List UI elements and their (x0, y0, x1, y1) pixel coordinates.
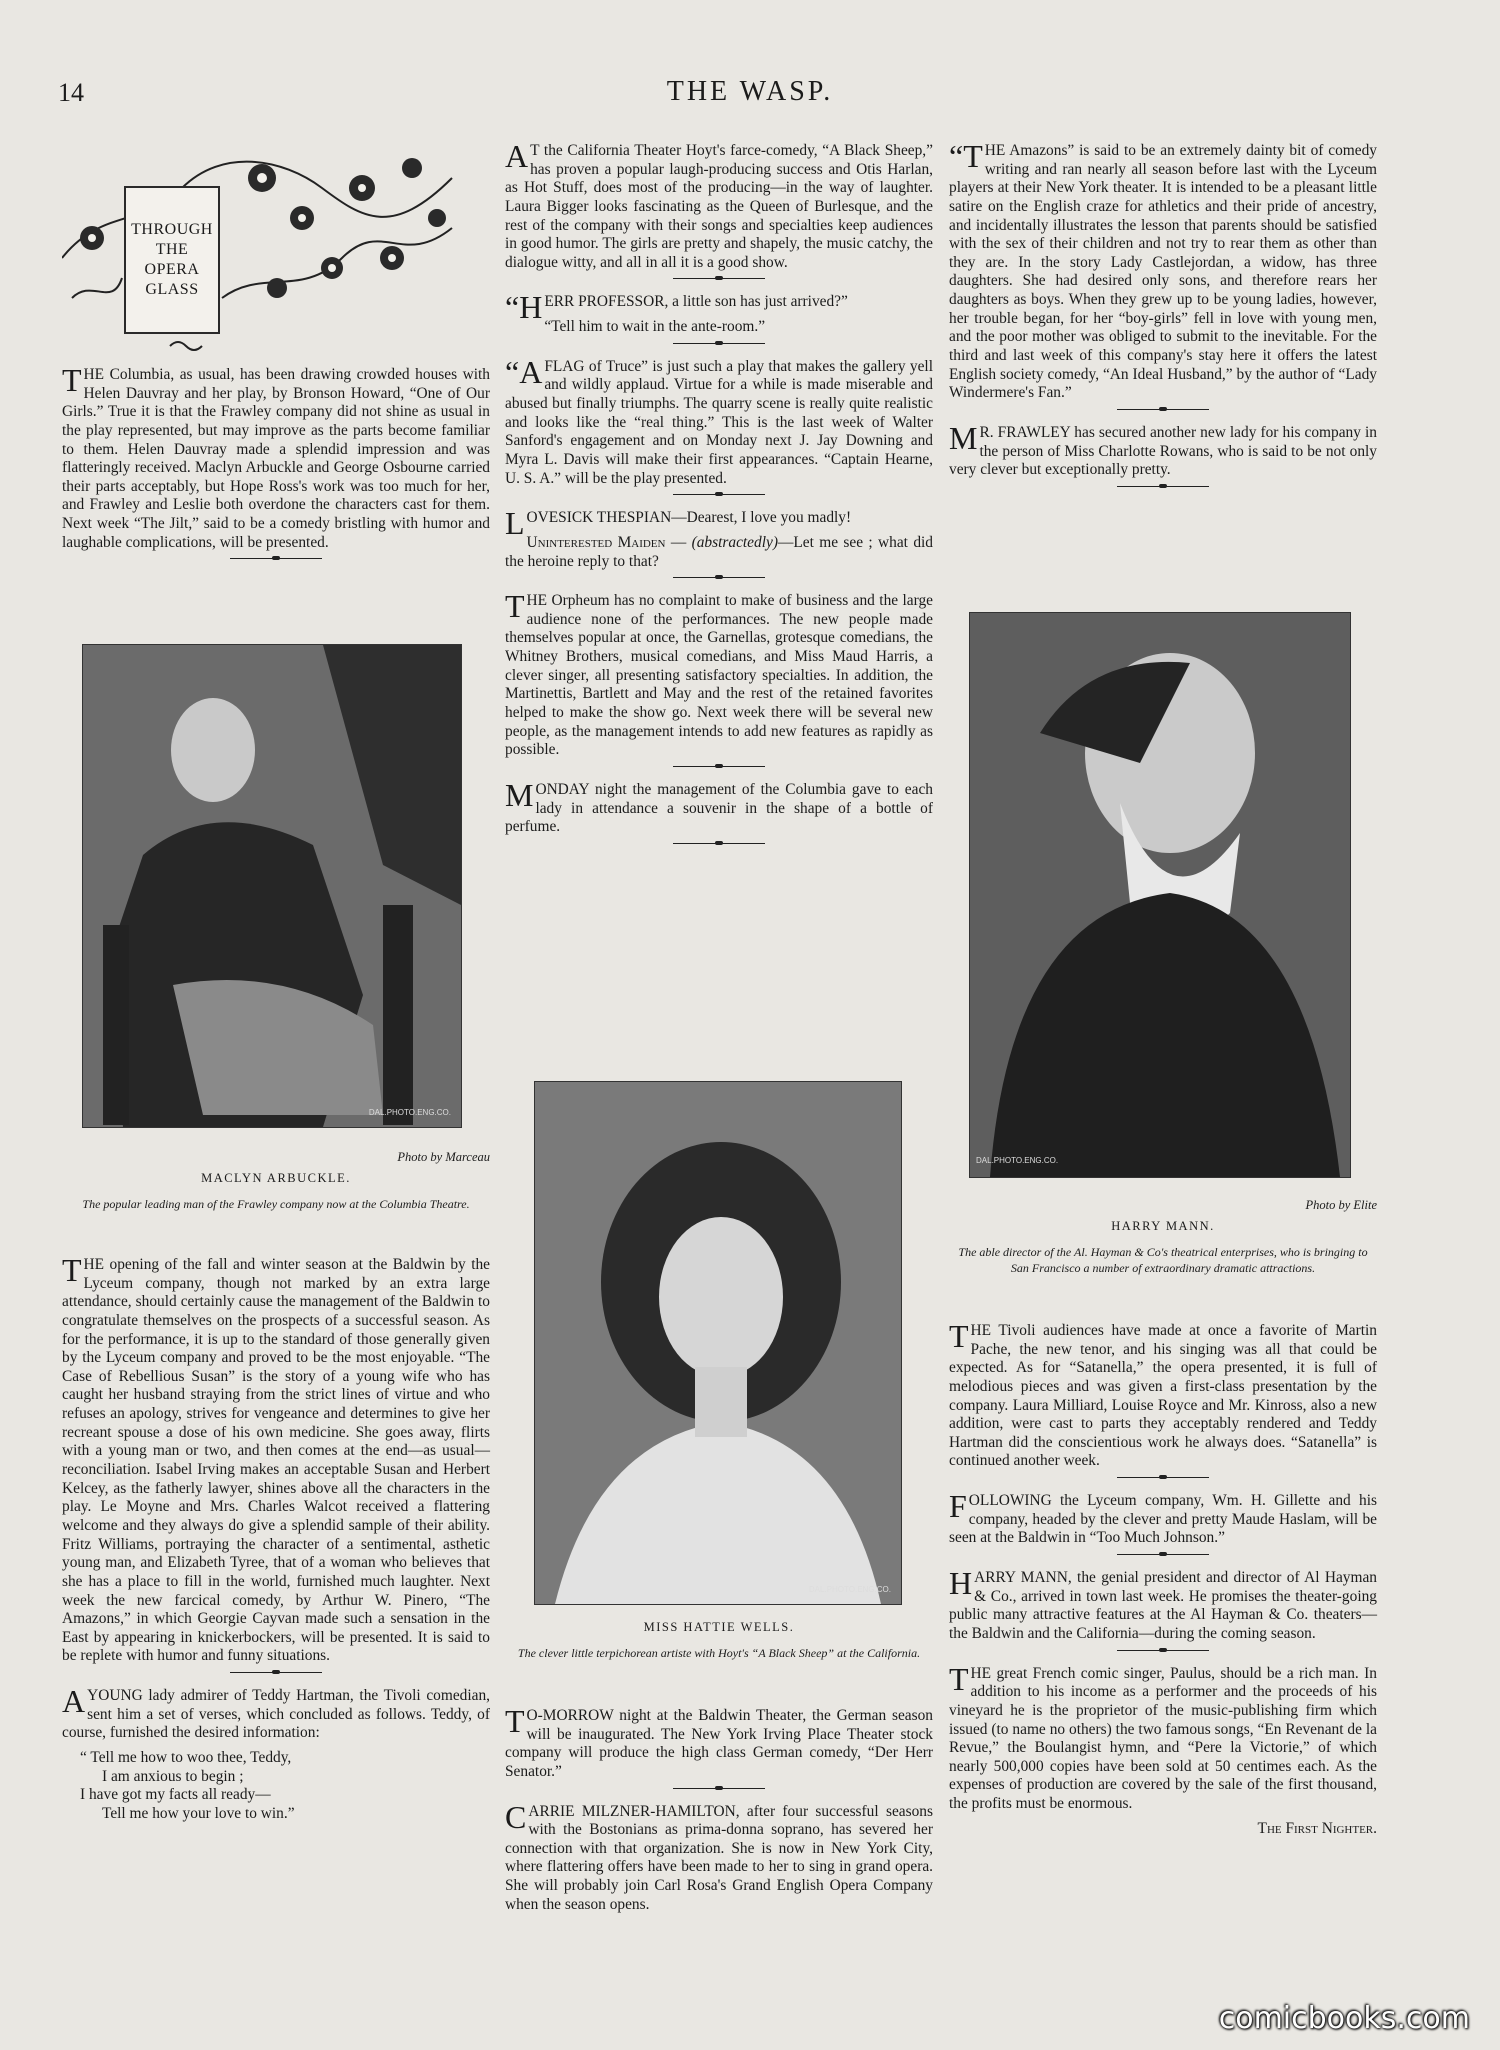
section-divider (673, 766, 765, 767)
photo-harry-mann (969, 612, 1351, 1178)
engraver-credit: DAL.PHOTO.ENG.CO. (368, 1108, 451, 1117)
verse-line: I am anxious to begin ; (102, 1767, 244, 1785)
article-gillette (949, 1488, 1377, 1548)
engraver-credit: DAL.PHOTO.ENG.CO. (808, 1585, 891, 1594)
article-text: HE Columbia, as usual, has been drawing crowded houses with Helen Dauvray and her play, by Bronson Howard, “One of Our Girls.” True it is that the Frawley company did not shine as usual in the play represented, but may improve as the parts become familiar to them. Helen Dauvray made a splendid impression and was flatteringly received. Maclyn Arbuckle and George Osbourne carried their parts acceptably, but Hope Ross's work was too much for her, and Frawley and Leslie both overdone the characters cast for them. Next week “The Jilt,” said to be a comedy bristling with humor and laughable complications, will be presented. (62, 366, 490, 551)
drop-cap: M (949, 419, 978, 456)
section-divider (1117, 1554, 1209, 1555)
section-divider (230, 558, 322, 559)
ornament-title-frame (124, 186, 220, 334)
drop-cap: T (949, 1318, 969, 1354)
drop-cap: C (505, 1798, 527, 1835)
drop-cap: T (505, 1703, 525, 1739)
article-herr-professor (505, 289, 933, 326)
column-2-top (505, 138, 933, 858)
caption-description: The clever little terpichorean artiste with Hoyt's “A Black Sheep” at the California. (517, 1646, 921, 1660)
article-monday-night (505, 776, 933, 837)
article-text: —Let me see ; what did the heroine reply to that? (505, 533, 933, 570)
column-2-bottom (505, 1703, 933, 1920)
article-amazons (949, 138, 1377, 403)
article-harry-mann (949, 1565, 1377, 1644)
section-divider (1117, 409, 1209, 410)
column-3-top (949, 138, 1377, 501)
caption-description: The able director of the Al. Hayman & Co's theatrical enterprises, who is bringing to San Francisco a number of extraordinary dramatic attractions. (958, 1245, 1368, 1276)
article-text: R. FRAWLEY has secured another new lady for his company in the person of Miss Charlotte Rowans, who is said to be not only very clever but exceptionally pretty. (949, 423, 1377, 479)
column-3-bottom (949, 1318, 1377, 1844)
article-text: HE Orpheum has no complaint to make of business and the large audience none of the performances. The new people made themselves popular at once, the Garnellas, grotesque comedians, the Whitney Brothers, musical comedians, and Miss Maud Harris, a clever singer, all presenting satisfactory specialties. In addition, the Martinettis, Bartlett and May and the rest of the retained favorites helped to make the show go. Next week there will be several new people, as the management intends to add new features as rapidly as possible. (505, 592, 933, 759)
article-text: YOUNG lady admirer of Teddy Hartman, the Tivoli comedian, sent him a set of verses, which concluded as follows. Teddy, of course, furnished the desired information: (62, 1687, 490, 1742)
article-text: FLAG of Truce” is just such a play that makes the gallery yell and wildly applaud. Virtue for a while is made miserable and abused but finally triumphs. The quarry scene is really quite realistic and looks like the “real thing.” This is the last week of Walter Sanford's engagement and on Monday next J. Jay Downing and Myra L. Davis will make their first appearances. “Captain Hearne, U. S. A.” will be the play presented. (505, 357, 933, 487)
section-divider (673, 343, 765, 344)
section-divider (673, 577, 765, 578)
article-teddy-hartman (62, 1683, 490, 1743)
section-divider (230, 1672, 322, 1673)
article-text: OVESICK THESPIAN—Dearest, I love you madly! (526, 509, 852, 527)
column-1-top (62, 362, 490, 573)
caption-name: HARRY MANN. (1111, 1219, 1215, 1233)
woman-portrait-icon (535, 1082, 901, 1604)
drop-cap: F (949, 1488, 967, 1525)
article-california (505, 138, 933, 272)
article-paulus (949, 1660, 1377, 1814)
article-flag-of-truce (505, 353, 933, 488)
article-text: ONDAY night the management of the Columbia gave to each lady in attendance a souvenir in the shape of a bottle of perfume. (505, 780, 933, 836)
article-text: “Tell him to wait in the ante-room.” (544, 318, 766, 336)
article-text: HE opening of the fall and winter season at the Baldwin by the Lyceum company, though not marked by an extra large attendance, should certainly cause the management of the Baldwin to congratulate themselves on the prospects of a successful season. As for the performance, it is up to the standard of those generally given by the Lyceum company and proved to be the most enjoyable. “The Case of Rebellious Susan” is the story of a young wife who has caught her husband straying from the strict lines of virtue and who refuses an apology, strives for vengeance and determines to give her recreant spouse a dose of his own medicine. She goes away, flirts with a young man or two, and then comes at the end—as usual—reconciliation. Isabel Irving makes an acceptable Susan and Herbert Kelcey, as the fatherly lawyer, shines above all the characters in the play. Le Moyne and Mrs. Charles Walcot received a flattering welcome and they always do give a splendid sample of their ability. Fritz Williams, portraying the character of a sentimental, asthetic young man, and Elizabeth Tyree, that of a woman who believes that she has a place to fill in the world, furnished much laughter. Next week the new farcical comedy, by Arthur W. Pinero, “The Amazons,” in which Georgie Cayvan made such a sensation in the East by appearing in knickerbockers, will be presented. It is said to be replete with humor and funny situations. (62, 1256, 490, 1665)
stage-direction: (abstractedly) (691, 533, 778, 551)
drop-cap: T (62, 362, 82, 398)
bearded-man-portrait-icon (970, 613, 1350, 1177)
ornament-line: THROUGH (131, 221, 213, 238)
photo-hattie-wells (534, 1081, 902, 1605)
caption-name: MACLYN ARBUCKLE. (201, 1171, 351, 1185)
verse-line: “ Tell me how to woo thee, Teddy, (80, 1749, 292, 1767)
drop-cap: “T (949, 138, 983, 174)
section-divider (673, 278, 765, 279)
article-uninterested-maiden: Uninterested Maiden — (abstractedly)—Let me see ; what did the heroine reply to that? (505, 533, 933, 570)
article-text: ERR PROFESSOR, a little son has just arrived?” (544, 293, 848, 311)
article-carrie-milzner (505, 1798, 933, 1915)
floral-ornament-icon (62, 148, 462, 358)
masthead: THE WASP. (666, 76, 834, 107)
drop-cap: T (505, 588, 525, 625)
article-tivoli (949, 1318, 1377, 1471)
drop-cap: M (505, 776, 534, 813)
section-divider (673, 494, 765, 495)
section-divider (673, 843, 765, 844)
article-text: HE Tivoli audiences have made at once a favorite of Martin Pache, the new tenor, and his singing was all that could be expected. As for “Satanella,” the opera presented, it is full of melodious pieces and was given a first-class presentation by the company. Laura Milliard, Louise Royce and Mr. Kinross, also a new addition, were cast to parts they acceptably rendered and Teddy Hartman did the conscientious work he always does. “Satanella” is continued another week. (949, 1322, 1377, 1470)
drop-cap: A (505, 138, 529, 174)
article-text: T the California Theater Hoyt's farce-comedy, “A Black Sheep,” has proven a popular laugh-producing success and Otis Harlan, as Hot Stuff, does most of the producing—in the way of laughter. Laura Bigger looks fascinating as the Queen of Burlesque, and the rest of the company with their songs and specialties keep audiences in good humor. The girls are pretty and shapely, the music catchy, the dialogue witty, and all in all it is a good show. (505, 142, 933, 271)
page-number: 14 (58, 78, 84, 107)
speaker: Uninterested Maiden (526, 533, 666, 551)
drop-cap: T (62, 1252, 82, 1288)
caption-harry-mann (949, 1198, 1377, 1276)
watermark: comicbooks.com (1218, 2001, 1470, 2036)
section-divider (673, 1788, 765, 1789)
article-text: HE Amazons” is said to be an extremely dainty bit of comedy writing and ran nearly all season before last with the Lyceum players at their New York theater. It is intended to be a pleasant little satire on the English craze for athletics and their pride of ancestry, and incidentally illustrates the lesson that parents should be satisfied with the sex of their children and not try to rear them as other than they are. In the story Lady Castlejordan, a widow, has three daughters. She had desired only sons, and therefore rears her daughters as boys. When they grew up to be young ladies, however, her trouble began, for her “boy-girls” fell in love with young men, and the poor mother was obliged to submit to the inevitable. For the third and last week of this company's stay here it offers the latest English society comedy, “An Ideal Husband,” by the author of “Lady Windermere's Fan.” (949, 142, 1377, 402)
verse (80, 1749, 490, 1824)
author-signature: The First Nighter. (1257, 1819, 1377, 1837)
engraver-credit: DAL.PHOTO.ENG.CO. (976, 1156, 1059, 1165)
article-columbia (62, 362, 490, 552)
ornament-line: GLASS (145, 281, 199, 298)
through-the-opera-glass-ornament (62, 148, 462, 358)
caption-name: MISS HATTIE WELLS. (643, 1620, 795, 1634)
article-baldwin-lyceum (62, 1252, 490, 1666)
article-text: OLLOWING the Lyceum company, Wm. H. Gillette and his company, headed by the clever and pretty Maude Haslam, will be seen at the Baldwin in “Too Much Johnson.” (949, 1492, 1377, 1547)
drop-cap: “H (505, 289, 543, 326)
column-1-bottom (62, 1252, 490, 1824)
article-text: O-MORROW night at the Baldwin Theater, the German season will be inaugurated. The New York Irving Place Theater stock company will produce the high class German comedy, “Der Herr Senator.” (505, 1707, 933, 1780)
caption-maclyn-arbuckle (62, 1150, 490, 1212)
drop-cap: A (62, 1683, 86, 1720)
drop-cap: “A (505, 353, 543, 390)
photo-credit: Photo by Elite (1305, 1198, 1377, 1212)
verse-line: I have got my facts all ready— (80, 1786, 271, 1804)
seated-man-portrait-icon (83, 645, 461, 1127)
caption-hattie-wells (505, 1614, 933, 1661)
photo-maclyn-arbuckle (82, 644, 462, 1128)
section-divider (1117, 1477, 1209, 1478)
drop-cap: T (949, 1660, 969, 1697)
article-text: HE great French comic singer, Paulus, should be a rich man. In addition to his income as a performer and the proceeds of his vineyard he is the proprietor of the music-publishing firm which issued (to name no others) the two famous songs, “En Revenant de la Revue,” the Boulangist hymn, and “Pere la Victorie,” of which nearly 500,000 copies have been sold at 50 centimes each. As the expenses of production are covered by the sale of the first thousand, the profits must be enormous. (949, 1664, 1377, 1813)
article-tomorrow-baldwin (505, 1703, 933, 1782)
article-orpheum (505, 588, 933, 760)
article-text: ARRIE MILZNER-HAMILTON, after four successful seasons with the Bostonians as prima-donna soprano, has severed her connection with that organization. She is now in New York City, where flattering offers have been made to her to sing in grand opera. She will probably join Carl Rosa's Grand English Opera Company when the season opens. (505, 1802, 933, 1913)
drop-cap: L (505, 505, 525, 542)
section-divider (1117, 1650, 1209, 1651)
article-text: ARRY MANN, the genial president and director of Al Hayman & Co., arrived in town last week. He promises the theater-going public many attractive features at the Al Hayman & Co. theaters—the Baldwin and the California—during the coming season. (949, 1569, 1377, 1642)
ornament-line: OPERA (144, 261, 200, 278)
verse-line: Tell me how your love to win.” (102, 1804, 295, 1822)
photo-credit: Photo by Marceau (397, 1150, 490, 1164)
section-divider (1117, 486, 1209, 487)
caption-description: The popular leading man of the Frawley company now at the Columbia Theatre. (82, 1197, 470, 1211)
article-frawley-new-lady (949, 419, 1377, 480)
ornament-line: THE (155, 241, 189, 258)
drop-cap: H (949, 1565, 973, 1602)
